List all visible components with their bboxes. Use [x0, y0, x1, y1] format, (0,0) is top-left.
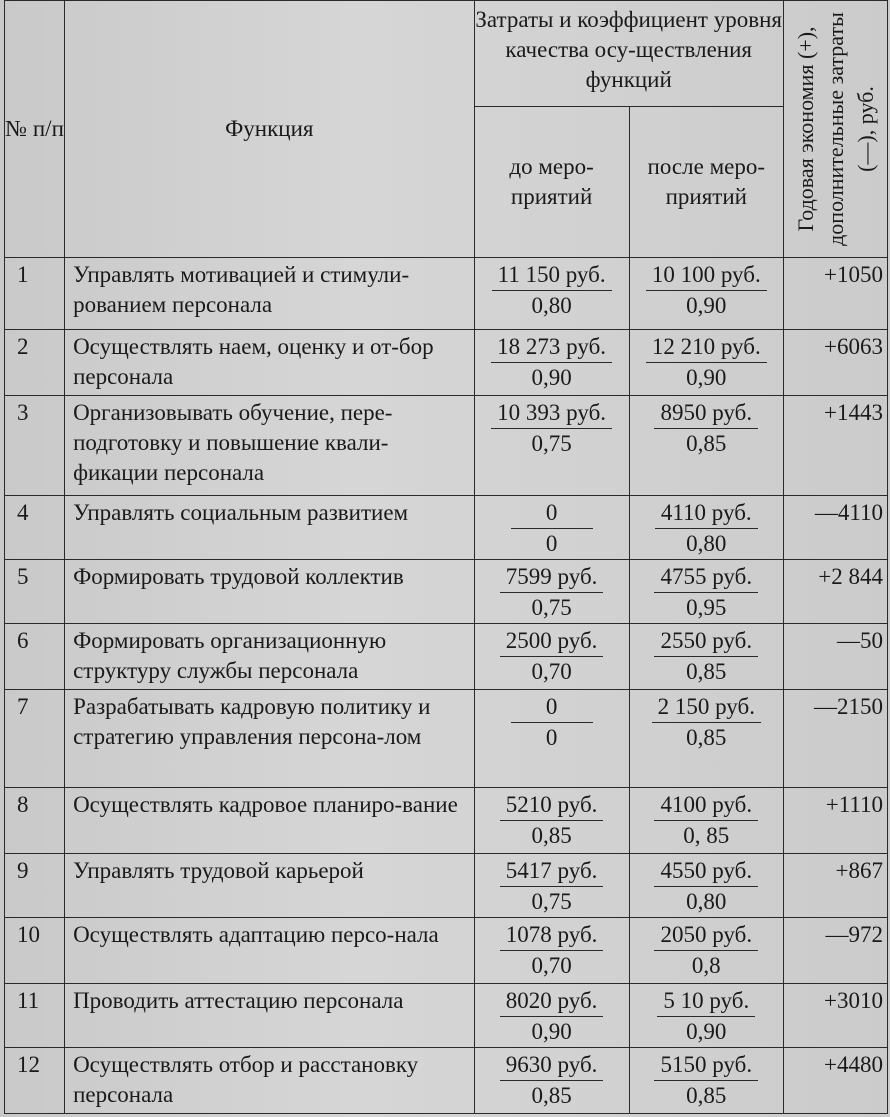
header-num: № п/п: [5, 1, 65, 258]
row-before-cost: 2500 руб.: [500, 626, 604, 657]
row-before-coef: 0,70: [531, 659, 572, 684]
row-num: 10: [5, 918, 65, 984]
row-economy: +867: [783, 854, 887, 918]
row-after: [629, 496, 783, 560]
row-after-coef: 0,80: [686, 531, 727, 556]
row-after-coef: 0,80: [686, 889, 727, 914]
table-row: [5, 854, 888, 918]
row-before-cost: 0: [511, 692, 593, 723]
row-function: Осуществлять кадровое планиро-вание: [65, 788, 474, 854]
row-before: [474, 918, 629, 984]
row-economy: +1050: [783, 258, 887, 330]
table-row: [5, 560, 888, 624]
row-function: Управлять социальным развитием: [65, 496, 474, 560]
row-economy: +6063: [783, 330, 887, 396]
row-after: [629, 560, 783, 624]
row-before-cost: 7599 руб.: [500, 562, 604, 593]
row-function: Разрабатывать кадровую политику и стратегию управления персона-лом: [65, 690, 474, 788]
row-after-coef: 0,85: [686, 725, 727, 750]
table-row: [5, 330, 888, 396]
header-before: до меро-приятий: [474, 107, 629, 258]
row-after-coef: 0,90: [686, 1019, 727, 1044]
table-row: [5, 624, 888, 690]
row-before: [474, 690, 629, 788]
row-num: 4: [5, 496, 65, 560]
row-after-coef: 0,85: [686, 659, 727, 684]
row-num: 11: [5, 984, 65, 1048]
row-after-coef: 0,85: [686, 431, 727, 456]
row-after: [629, 984, 783, 1048]
row-after-cost: 4110 руб.: [655, 498, 758, 529]
row-before-cost: 5210 руб.: [500, 790, 604, 821]
row-num: 5: [5, 560, 65, 624]
cost-table: [4, 0, 888, 1114]
row-economy: +4480: [783, 1048, 887, 1114]
row-after-cost: 5150 руб.: [654, 1050, 758, 1081]
row-function: Осуществлять наем, оценку и от-бор персонала: [65, 330, 474, 396]
row-after-cost: 10 100 руб.: [646, 260, 767, 291]
row-after-cost: 2050 руб.: [654, 920, 758, 951]
row-after: [629, 258, 783, 330]
row-before-coef: 0,75: [531, 431, 572, 456]
row-after: [629, 854, 783, 918]
table-row: [5, 690, 888, 788]
header-economy-text: Годовая экономия (+), дополнительные затраты (—), руб.: [792, 12, 878, 246]
row-function: Управлять трудовой карьерой: [65, 854, 474, 918]
row-after-cost: 4100 руб.: [654, 790, 758, 821]
row-after-cost: 4755 руб.: [654, 562, 758, 593]
row-function: Формировать трудовой коллектив: [65, 560, 474, 624]
row-before: [474, 330, 629, 396]
row-before-coef: 0: [545, 725, 558, 750]
row-before-cost: 8020 руб.: [500, 986, 604, 1017]
row-after-coef: 0,85: [686, 1083, 727, 1108]
header-economy: [783, 1, 887, 258]
row-function: Осуществлять отбор и расстановку персонала: [65, 1048, 474, 1114]
row-before-coef: 0,85: [531, 1083, 572, 1108]
row-before: [474, 984, 629, 1048]
row-after-cost: 5 10 руб.: [657, 986, 755, 1017]
row-before-coef: 0,75: [531, 595, 572, 620]
row-before-cost: 9630 руб.: [500, 1050, 604, 1081]
row-after: [629, 1048, 783, 1114]
row-before-cost: 1078 руб.: [500, 920, 604, 951]
table-row: [5, 258, 888, 330]
row-before-coef: 0,80: [531, 293, 572, 318]
table-row: [5, 1048, 888, 1114]
row-before-coef: 0,90: [531, 365, 572, 390]
table-row: [5, 788, 888, 854]
row-before: [474, 496, 629, 560]
row-num: 6: [5, 624, 65, 690]
row-after: [629, 396, 783, 496]
row-before: [474, 396, 629, 496]
table-row: [5, 918, 888, 984]
row-function: Управлять мотивацией и стимули-рованием персонала: [65, 258, 474, 330]
row-economy: +1110: [783, 788, 887, 854]
row-before-coef: 0: [545, 531, 558, 556]
table-header: [5, 1, 888, 258]
row-after-coef: 0,90: [686, 293, 727, 318]
row-num: 1: [5, 258, 65, 330]
row-before-cost: 5417 руб.: [500, 856, 604, 887]
row-before-cost: 11 150 руб.: [492, 260, 612, 291]
row-after-cost: 2550 руб.: [654, 626, 758, 657]
header-costs-group: Затраты и коэффициент уровня качества осу-ществления функций: [474, 1, 783, 107]
row-after-cost: 2 150 руб.: [652, 692, 761, 723]
row-before: [474, 624, 629, 690]
row-before-cost: 18 273 руб.: [491, 332, 612, 363]
row-num: 2: [5, 330, 65, 396]
row-after: [629, 330, 783, 396]
row-before: [474, 258, 629, 330]
row-before: [474, 854, 629, 918]
row-economy: +3010: [783, 984, 887, 1048]
row-before-coef: 0,85: [531, 823, 572, 848]
row-before: [474, 788, 629, 854]
row-function: Осуществлять адаптацию персо-нала: [65, 918, 474, 984]
header-after: после меро-приятий: [629, 107, 783, 258]
table-body: [5, 258, 888, 1114]
row-economy: —972: [783, 918, 887, 984]
row-after-cost: 4550 руб.: [654, 856, 758, 887]
row-num: 12: [5, 1048, 65, 1114]
row-after: [629, 624, 783, 690]
row-before-cost: 0: [511, 498, 593, 529]
row-after: [629, 918, 783, 984]
row-after-cost: 12 210 руб.: [646, 332, 767, 363]
row-num: 3: [5, 396, 65, 496]
row-economy: —4110: [783, 496, 887, 560]
row-function: Формировать организационную структуру службы персонала: [65, 624, 474, 690]
row-economy: +1443: [783, 396, 887, 496]
row-before: [474, 560, 629, 624]
row-before: [474, 1048, 629, 1114]
header-function: Функция: [65, 1, 474, 258]
row-after: [629, 788, 783, 854]
row-before-coef: 0,90: [531, 1019, 572, 1044]
row-num: 9: [5, 854, 65, 918]
row-after-coef: 0,95: [686, 595, 727, 620]
row-before-coef: 0,75: [531, 889, 572, 914]
row-before-coef: 0,70: [531, 953, 572, 978]
row-economy: —50: [783, 624, 887, 690]
row-after-coef: 0,8: [691, 953, 721, 978]
row-after-coef: 0, 85: [683, 823, 730, 848]
row-before-cost: 10 393 руб.: [491, 398, 612, 429]
row-after-cost: 8950 руб.: [654, 398, 758, 429]
table-row: [5, 396, 888, 496]
row-function: Организовывать обучение, пере-подготовку и повышение квали-фикации персонала: [65, 396, 474, 496]
row-num: 8: [5, 788, 65, 854]
table-row: [5, 984, 888, 1048]
row-after-coef: 0,90: [686, 365, 727, 390]
row-function: Проводить аттестацию персонала: [65, 984, 474, 1048]
row-num: 7: [5, 690, 65, 788]
row-economy: +2 844: [783, 560, 887, 624]
table-row: [5, 496, 888, 560]
row-economy: —2150: [783, 690, 887, 788]
row-after: [629, 690, 783, 788]
